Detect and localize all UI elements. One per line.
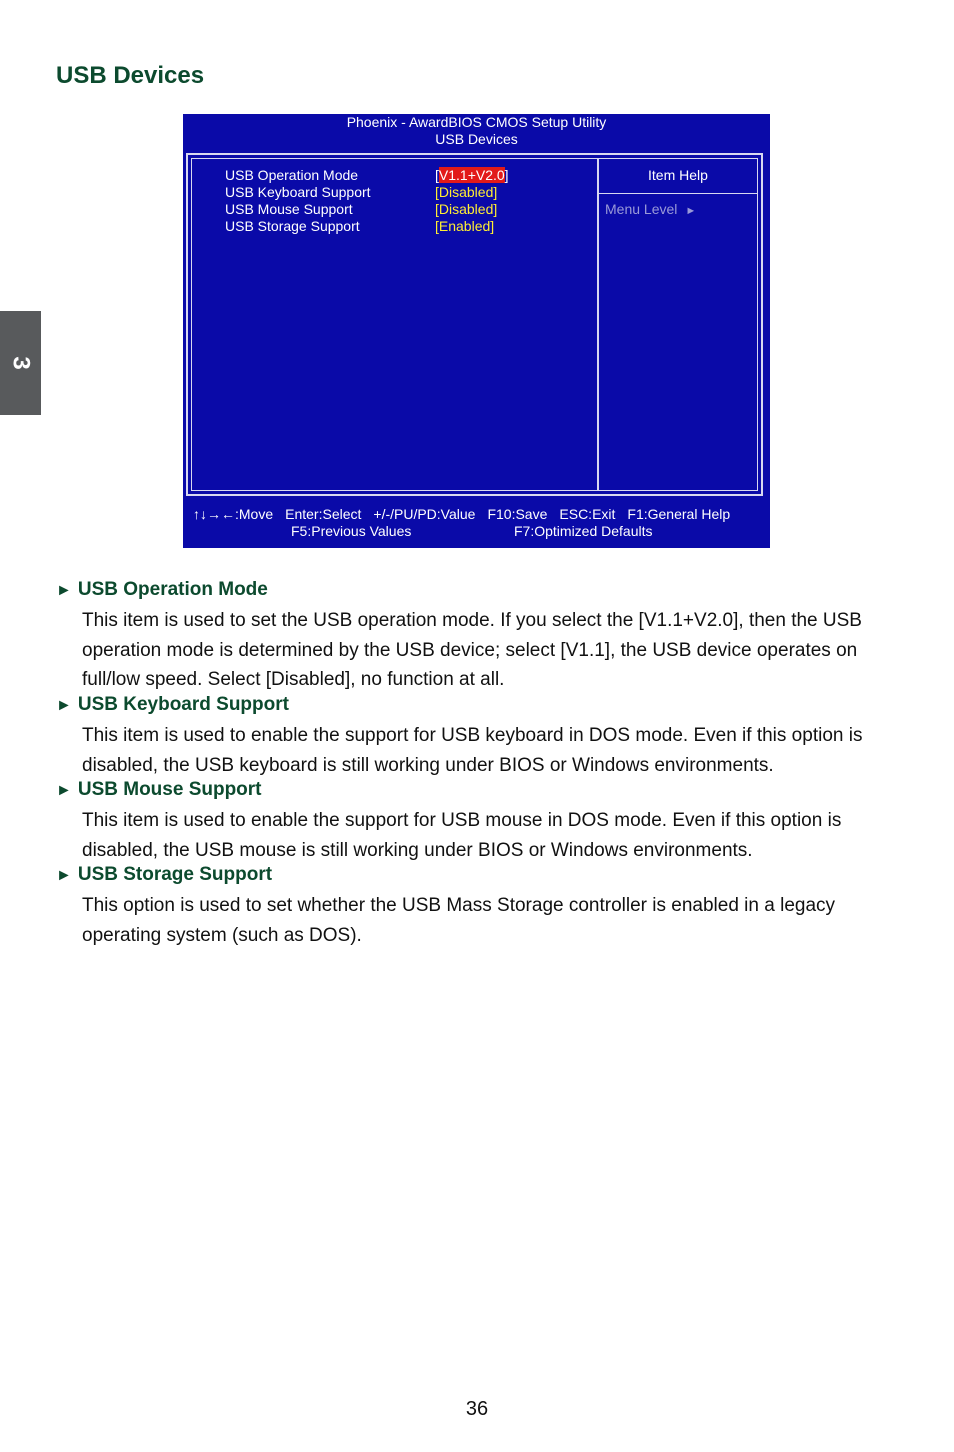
section-title: USB Storage Support (77, 864, 273, 885)
bios-inner-frame (191, 158, 758, 491)
triangle-right-icon: ► (685, 205, 697, 217)
bios-main-frame (186, 153, 763, 496)
menu-level-label: Menu Level (605, 201, 678, 217)
section-body: This option is used to set whether the USB Mass Storage controller is enabled in a legacy operating system (such as DOS). (82, 895, 836, 946)
bios-option-usb-operation-mode[interactable] (225, 167, 585, 184)
menu-level (605, 201, 696, 217)
bios-footer-keys (193, 506, 780, 522)
footer-key-save: F10:Save (487, 506, 548, 522)
bios-option-value[interactable]: [V1.1+V2.0] (435, 167, 509, 183)
section-body: This item is used to enable the support for USB keyboard in DOS mode. Even if this option is disabled, the USB keyboard is still working under BIOS or Windows environments. (82, 725, 863, 776)
footer-key-previous-values: F5:Previous Values (291, 523, 412, 539)
section-heading (56, 860, 896, 891)
section-title: USB Keyboard Support (77, 694, 289, 715)
section-usb-operation-mode (56, 575, 896, 695)
footer-key-value: +/-/PU/PD:Value (373, 506, 476, 522)
section-title: USB Operation Mode (77, 579, 268, 600)
section-title: USB Mouse Support (77, 779, 262, 800)
section-heading (56, 575, 896, 606)
section-body: This item is used to enable the support for USB mouse in DOS mode. Even if this option is disabled, the USB mouse is still working under BIOS or Windows environments. (82, 810, 842, 861)
footer-key-move: ↑↓→←:Move (193, 506, 274, 522)
page-title: USB Devices (56, 62, 205, 89)
bios-option-value[interactable]: [Disabled] (435, 184, 498, 200)
section-usb-storage-support (56, 860, 896, 950)
section-heading (56, 690, 896, 721)
triangle-right-icon: ► (56, 582, 72, 599)
section-usb-keyboard-support (56, 690, 896, 780)
bios-option-label: USB Operation Mode (225, 167, 359, 183)
bios-option-value[interactable]: [Enabled] (435, 218, 495, 234)
footer-key-optimized-defaults: F7:Optimized Defaults (514, 523, 653, 539)
bios-option-usb-mouse-support[interactable] (225, 201, 585, 218)
item-help-separator (599, 193, 757, 194)
bios-selected-value: V1.1+V2.0 (438, 167, 505, 183)
section-usb-mouse-support (56, 775, 896, 865)
bios-option-label: USB Keyboard Support (225, 184, 371, 200)
footer-key-help: F1:General Help (627, 506, 731, 522)
section-body: This item is used to set the USB operation mode. If you select the [V1.1+V2.0], then the USB operation mode is determined by the USB device; select [V1.1], the USB device operates on full/low speed. Select [Disabled], no function at all. (82, 610, 862, 690)
bios-screen-title: USB Devices (435, 131, 518, 147)
item-help-title: Item Help (648, 167, 708, 183)
triangle-right-icon: ► (56, 867, 72, 884)
bios-option-label: USB Mouse Support (225, 201, 353, 217)
footer-key-exit: ESC:Exit (559, 506, 616, 522)
bios-option-usb-storage-support[interactable] (225, 218, 585, 235)
triangle-right-icon: ► (56, 782, 72, 799)
section-heading (56, 775, 896, 806)
bios-option-value[interactable]: [Disabled] (435, 201, 498, 217)
footer-key-select: Enter:Select (285, 506, 362, 522)
bios-screenshot (183, 114, 770, 548)
chapter-number: 3 (7, 356, 35, 370)
bios-option-usb-keyboard-support[interactable] (225, 184, 585, 201)
bios-panel-divider (597, 159, 599, 490)
bios-option-label: USB Storage Support (225, 218, 360, 234)
bios-utility-title: Phoenix - AwardBIOS CMOS Setup Utility (346, 114, 607, 130)
page-number: 36 (465, 1398, 489, 1420)
triangle-right-icon: ► (56, 697, 72, 714)
chapter-tab (0, 311, 41, 415)
